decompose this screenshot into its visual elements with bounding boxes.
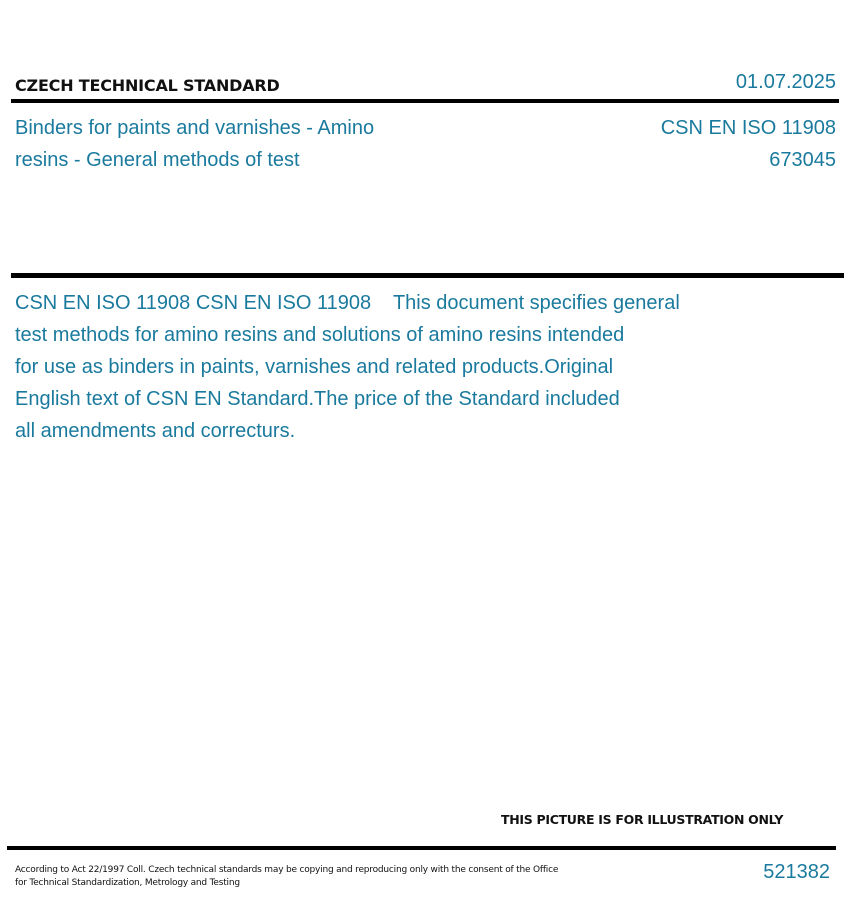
header-divider — [11, 99, 839, 103]
abstract-line: for use as binders in paints, varnishes and related products.Original — [15, 356, 614, 378]
standard-title-line: resins - General methods of test — [15, 149, 300, 171]
legal-notice — [15, 864, 615, 890]
document-type-heading: CZECH TECHNICAL STANDARD — [15, 76, 280, 95]
legal-notice-line: for Technical Standardization, Metrology and Testing — [15, 878, 240, 888]
illustration-disclaimer: THIS PICTURE IS FOR ILLUSTRATION ONLY — [501, 812, 784, 827]
legal-notice-line: According to Act 22/1997 Coll. Czech technical standards may be copying and reproducing only with the consent of the Office — [15, 865, 559, 875]
abstract-line: test methods for amino resins and solutions of amino resins intended — [15, 324, 625, 346]
standard-title-line: Binders for paints and varnishes - Amino — [15, 117, 375, 139]
standard-code: CSN EN ISO 11908 — [660, 117, 836, 139]
catalog-number: 673045 — [769, 149, 836, 171]
abstract-line: CSN EN ISO 11908 CSN EN ISO 11908 This document specifies general — [15, 292, 680, 314]
section-divider — [11, 273, 844, 278]
standard-identifiers — [661, 112, 836, 176]
footer-divider — [7, 846, 836, 850]
document-number: 521382 — [763, 861, 830, 883]
abstract-line: all amendments and correcturs. — [15, 420, 296, 442]
abstract-line: English text of CSN EN Standard.The price of the Standard included — [15, 388, 620, 410]
publication-date: 01.07.2025 — [735, 71, 836, 93]
standard-title — [15, 112, 445, 176]
abstract-text — [15, 287, 755, 447]
